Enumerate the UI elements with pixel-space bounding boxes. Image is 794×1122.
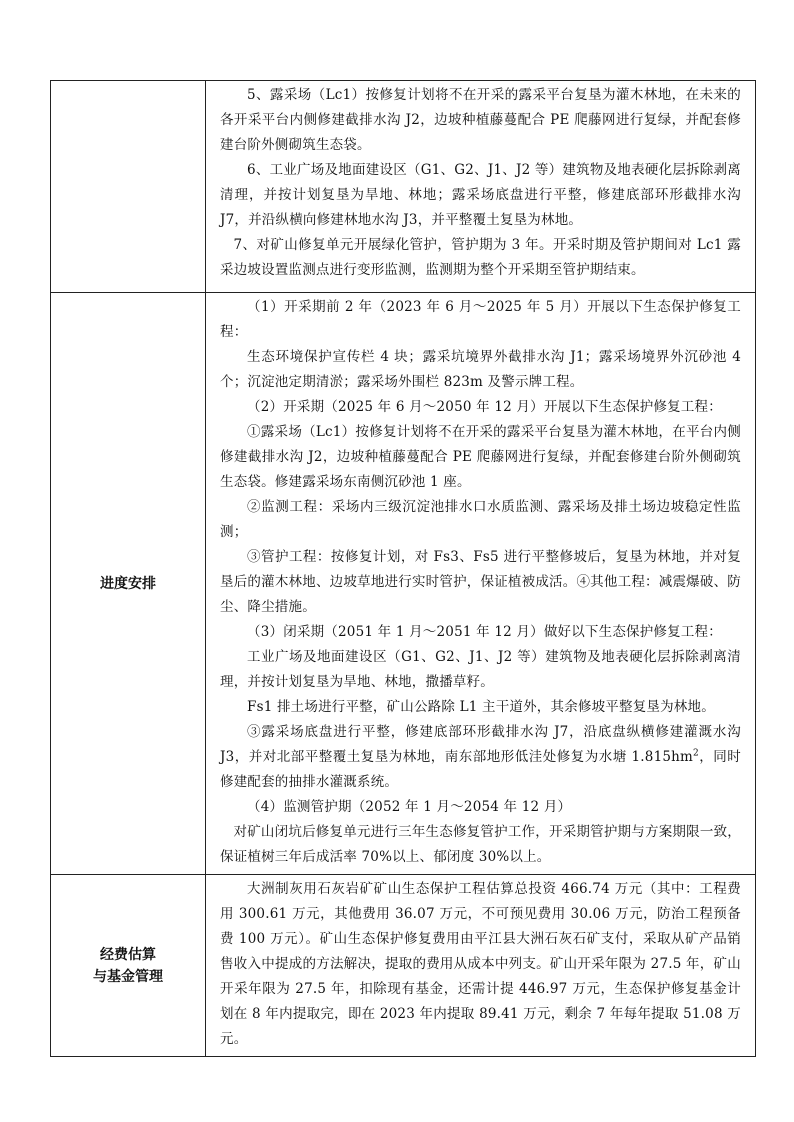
paragraph: （2）开采期（2025 年 6 月～2050 年 12 月）开展以下生态保护修复工程： [247,399,722,415]
row-label-schedule: 进度安排 [51,293,206,875]
paragraph: 大洲制灰用石灰岩矿矿山生态保护工程估算总投资 466.74 万元（其中：工程费用 300.61 万元，其他费用 36.07 万元，不可预见费用 30.06 万元，防治工程预备费 100 万元）。矿山生态保护修复费用由平江县大洲石灰石矿支付，采取从矿产品销售收入中提成的方法解决，提取的费用从成本中列支。矿山开采年限为 27.5 年，矿山开采年限为 27.5 年，扣除现有基金，还需计提 446.97 万元，生态保护修复基金计划在 8 年内提取完，即在 2023 年内提取 89.41 万元，剩余 7 年每年提取 51.08 万元。 [220,881,741,1047]
row-label-budget [51,875,206,1057]
paragraph: ①露采场（Lc1）按修复计划将不在开采的露采平台复垦为灌木林地，在平台内侧修建截排水沟 J2，边坡种植藤蔓配合 PE 爬藤网进行复绿，并配套修建台阶外侧砌筑生态袋。修建露采场东南侧沉砂池 1 座。 [220,424,741,490]
paragraph: ②监测工程：采场内三级沉淀池排水口水质监测、露采场及排土场边坡稳定性监测； [220,499,741,540]
table-row [51,81,756,293]
table-row [51,293,756,875]
paragraph-with-superscript [220,720,741,795]
paragraph: 生态环境保护宣传栏 4 块；露采坑境界外截排水沟 J1；露采场境界外沉砂池 4 个；沉淀池定期清淤；露采场外围栏 823m 及警示牌工程。 [220,349,741,390]
superscript: 2 [693,748,699,759]
label-line: 与基金管理 [93,968,163,985]
content-table [50,80,756,1057]
paragraph: （1）开采期前 2 年（2023 年 6 月～2025 年 5 月）开展以下生态保护修复工程： [220,299,741,340]
label-line: 经费估算 [100,946,156,963]
paragraph: （4）监测管护期（2052 年 1 月～2054 年 12 月） [247,799,572,815]
paragraph: 6、工业广场及地面建设区（G1、G2、J1、J2 等）建筑物及地表硬化层拆除剥离清理，并按计划复垦为旱地、林地；露采场底盘进行平整，修建底部环形截排水沟 J7，并沿纵横向修建林地水沟 J3，并平整覆土复垦为林地。 [220,162,741,228]
paragraph-tail: ，同时修建配套的抽排水灌溉系统。 [220,749,741,790]
row-content-schedule [206,293,756,875]
paragraph: 7、对矿山修复单元开展绿化管护，管护期为 3 年。开采时期及管护期间对 Lc1 露采边坡设置监测点进行变形监测，监测期为整个开采期至管护期结束。 [220,237,741,278]
paragraph: 工业广场及地面建设区（G1、G2、J1、J2 等）建筑物及地表硬化层拆除剥离清理，并按计划复垦为旱地、林地，撒播草籽。 [220,649,741,690]
paragraph: Fs1 排土场进行平整，矿山公路除 L1 主干道外，其余修坡平整复垦为林地。 [247,699,715,715]
row-label-empty [51,81,206,293]
row-content-restoration-items [206,81,756,293]
paragraph: ③管护工程：按修复计划，对 Fs3、Fs5 进行平整修坡后，复垦为林地，并对复垦后的灌木林地、边坡草地进行实时管护，保证植被成活。④其他工程：减震爆破、防尘、降尘措施。 [220,549,741,615]
table-row [51,875,756,1057]
paragraph-text: ③露采场底盘进行平整，修建底部环形截排水沟 J7，沿底盘纵横修建灌溉水沟 J3，并对北部平整覆土复垦为林地，南东部地形低洼处修复为水塘 1.815hm [220,724,741,765]
paragraph: 5、露采场（Lc1）按修复计划将不在开采的露采平台复垦为灌木林地，在未来的各开采平台内侧修建截排水沟 J2，边坡种植藤蔓配合 PE 爬藤网进行复绿，并配套修建台阶外侧砌筑生态袋。 [220,87,741,153]
row-content-budget [206,875,756,1057]
paragraph: 对矿山闭坑后修复单元进行三年生态修复管护工作，开采期管护期与方案期限一致，保证植树三年后成活率 70%以上、郁闭度 30%以上。 [220,824,741,865]
paragraph: （3）闭采期（2051 年 1 月～2051 年 12 月）做好以下生态保护修复工程： [247,624,722,640]
